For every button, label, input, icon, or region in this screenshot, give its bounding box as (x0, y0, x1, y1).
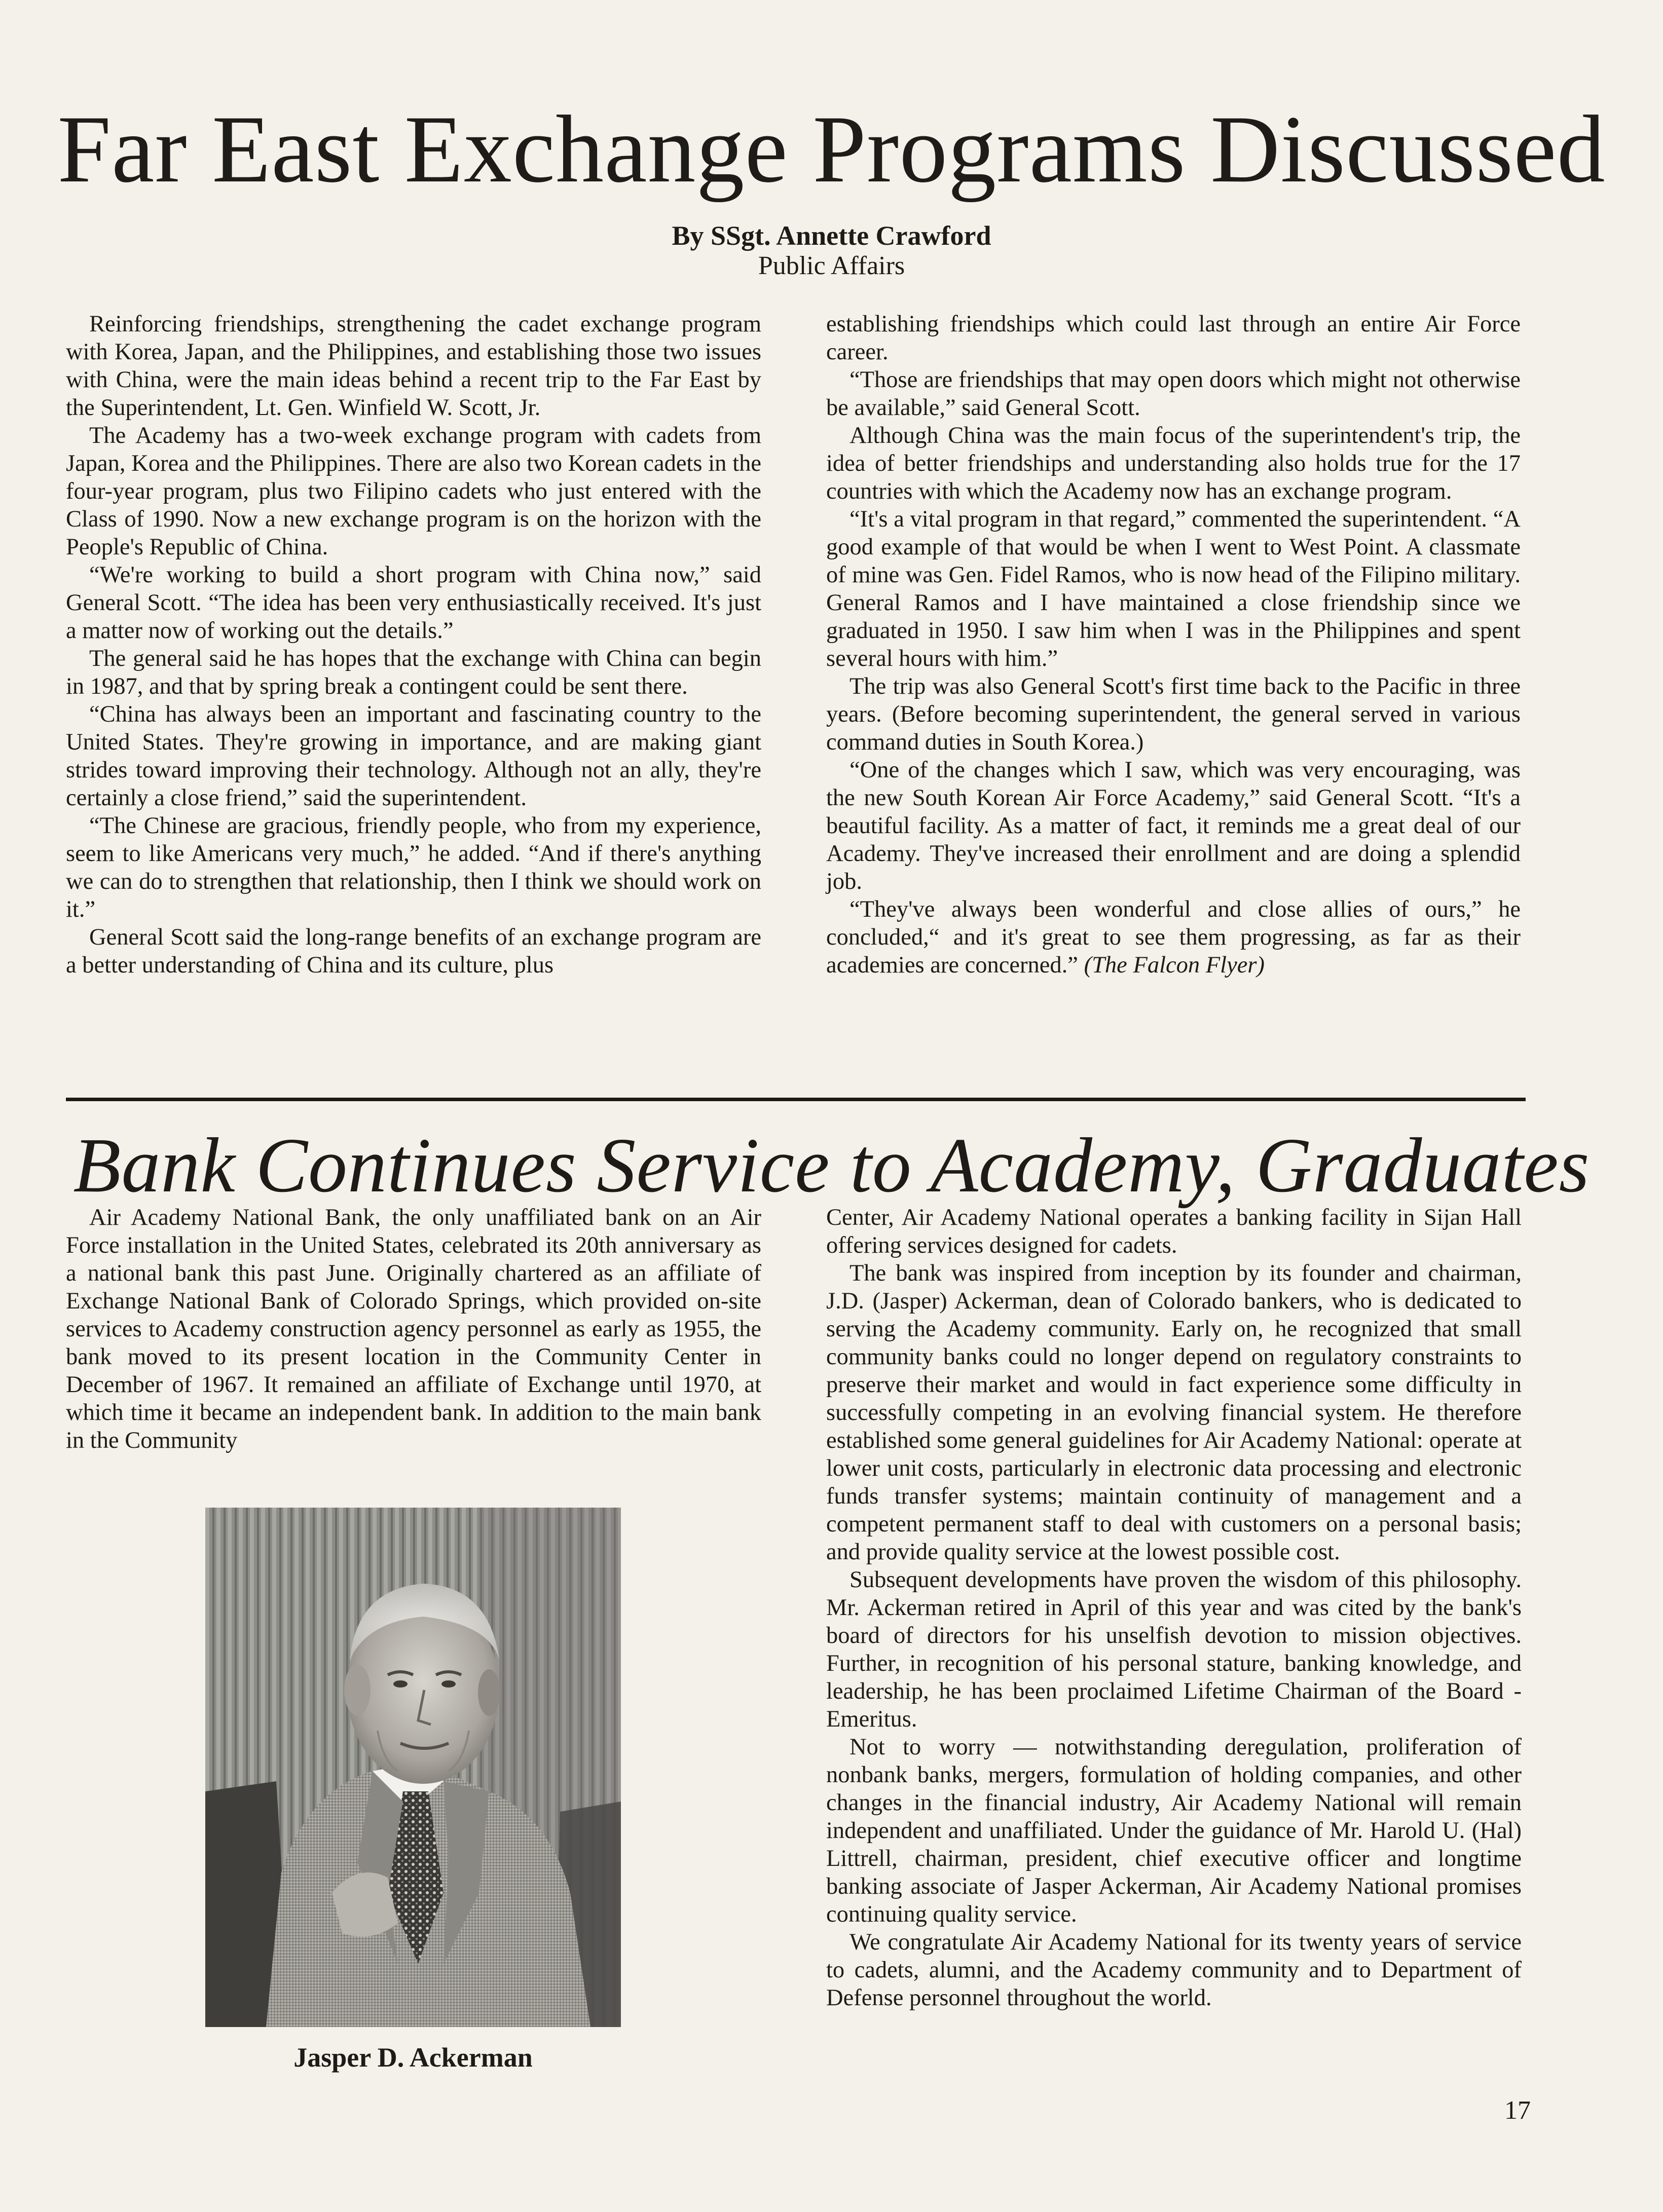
article2-column-left (66, 1204, 761, 1454)
page-number: 17 (1504, 2096, 1531, 2125)
byline: By SSgt. Annette Crawford (672, 220, 991, 251)
article1-column-right (826, 310, 1521, 979)
paragraph: “One of the changes which I saw, which was very encouraging, was the new South Korean Air Force Academy,” said General Scott. “It's a beautiful facility. As a matter of fact, it reminds me a great deal of our Academy. They've increased their enrollment and are doing a splendid job. (826, 757, 1521, 894)
article1-column-left (66, 310, 761, 979)
paragraph-text: “They've always been wonderful and close allies of ours,” he concluded,“ and it's great to see them progressing, as far as their academies are concerned.” (826, 896, 1521, 978)
paragraph: “It's a vital program in that regard,” commented the superintendent. “A good example of that would be when I went to West Point. A classmate of mine was Gen. Fidel Ramos, who is now head of the Filipino military. General Ramos and I have maintained a close friendship since we graduated in 1950. I saw him when I was in the Philippines and spent several hours with him.” (826, 506, 1521, 671)
paragraph (826, 895, 1521, 979)
paragraph: “We're working to build a short program with China now,” said General Scott. “The idea has been very enthusiastically received. It's just a matter now of working out the details.” (66, 562, 761, 644)
paragraph: Not to worry — notwithstanding deregulation, proliferation of nonbank banks, mergers, formulation of holding companies, and other changes in the financial industry, Air Academy National will remain independent and unaffiliated. Under the guidance of Mr. Harold U. (Hal) Littrell, chairman, president, chief executive officer and longtime banking associate of Jasper Ackerman, Air Academy National promises continuing quality service. (826, 1734, 1522, 1927)
paragraph: Center, Air Academy National operates a banking facility in Sijan Hall offering services designed for cadets. (826, 1205, 1522, 1258)
photo-caption: Jasper D. Ackerman (293, 2042, 533, 2073)
article-title: Far East Exchange Programs Discussed (57, 96, 1606, 203)
portrait-photo (205, 1508, 621, 2027)
paragraph: The general said he has hopes that the exchange with China can begin in 1987, and that by spring break a contingent could be sent there. (66, 646, 761, 699)
paragraph: General Scott said the long-range benefits of an exchange program are a better understanding of China and its culture, plus (66, 924, 761, 978)
paragraph: Air Academy National Bank, the only unaffiliated bank on an Air Force installation in the United States, celebrated its 20th anniversary as a national bank this past June. Originally chartered as an affiliate of Exchange National Bank of Colorado Springs, which provided on-site services to Academy construction agency personnel as early as 1955, the bank moved to its present location in the Community Center in December of 1967. It remained an affiliate of Exchange until 1970, at which time it became an independent bank. In addition to the main bank in the Community (66, 1205, 761, 1453)
paragraph: “The Chinese are gracious, friendly people, who from my experience, seem to like Americans very much,” he added. “And if there's anything we can do to strengthen that relationship, then I think we should work on it.” (66, 813, 761, 922)
paragraph: The trip was also General Scott's first time back to the Pacific in three years. (Before becoming superintendent, the general served in various command duties in South Korea.) (826, 673, 1521, 755)
paragraph: “Those are friendships that may open doors which might not otherwise be available,” said General Scott. (826, 367, 1521, 421)
source-credit: (The Falcon Flyer) (1084, 952, 1265, 978)
paragraph: Reinforcing friendships, strengthening the cadet exchange program with Korea, Japan, and the Philippines, and establishing those two issues with China, were the main ideas behind a recent trip to the Far East by the Superintendent, Lt. Gen. Winfield W. Scott, Jr. (66, 311, 761, 421)
article-title: Bank Continues Service to Academy, Graduates (73, 1122, 1590, 1209)
paragraph: Although China was the main focus of the superintendent's trip, the idea of better friendships and understanding also holds true for the 17 countries with which the Academy now has an exchange program. (826, 423, 1521, 504)
section-divider (66, 1098, 1526, 1101)
paragraph: establishing friendships which could last through an entire Air Force career. (826, 311, 1521, 365)
paragraph: “China has always been an important and fascinating country to the United States. They're growing in importance, and are making giant strides toward improving their technology. Although not an ally, they're certainly a close friend,” said the superintendent. (66, 701, 761, 811)
paragraph: The bank was inspired from inception by its founder and chairman, J.D. (Jasper) Ackerman, dean of Colorado bankers, who is dedicated to serving the Academy community. Early on, he recognized that small community banks could no longer depend on regulatory constraints to preserve their market and would in fact experience some difficulty in successfully competing in an evolving financial system. He therefore established some general guidelines for Air Academy National: operate at lower unit costs, particularly in electronic data processing and electronic funds transfer systems; maintain continuity of management and a competent permanent staff to deal with customers on a personal basis; and provide quality service at the lowest possible cost. (826, 1260, 1522, 1565)
byline-affiliation: Public Affairs (758, 251, 905, 280)
article2-column-right (826, 1204, 1522, 2012)
paragraph: The Academy has a two-week exchange program with cadets from Japan, Korea and the Philippines. There are also two Korean cadets in the four-year program, plus two Filipino cadets who just entered with the Class of 1990. Now a new exchange program is on the horizon with the People's Republic of China. (66, 423, 761, 560)
paragraph: We congratulate Air Academy National for its twenty years of service to cadets, alumni, and the Academy community and to Department of Defense personnel throughout the world. (826, 1929, 1522, 2011)
paragraph: Subsequent developments have proven the wisdom of this philosophy. Mr. Ackerman retired in April of this year and was cited by the bank's board of directors for his unselfish devotion to mission objectives. Further, in recognition of his personal stature, banking knowledge, and leadership, he has been proclaimed Lifetime Chairman of the Board - Emeritus. (826, 1567, 1522, 1732)
